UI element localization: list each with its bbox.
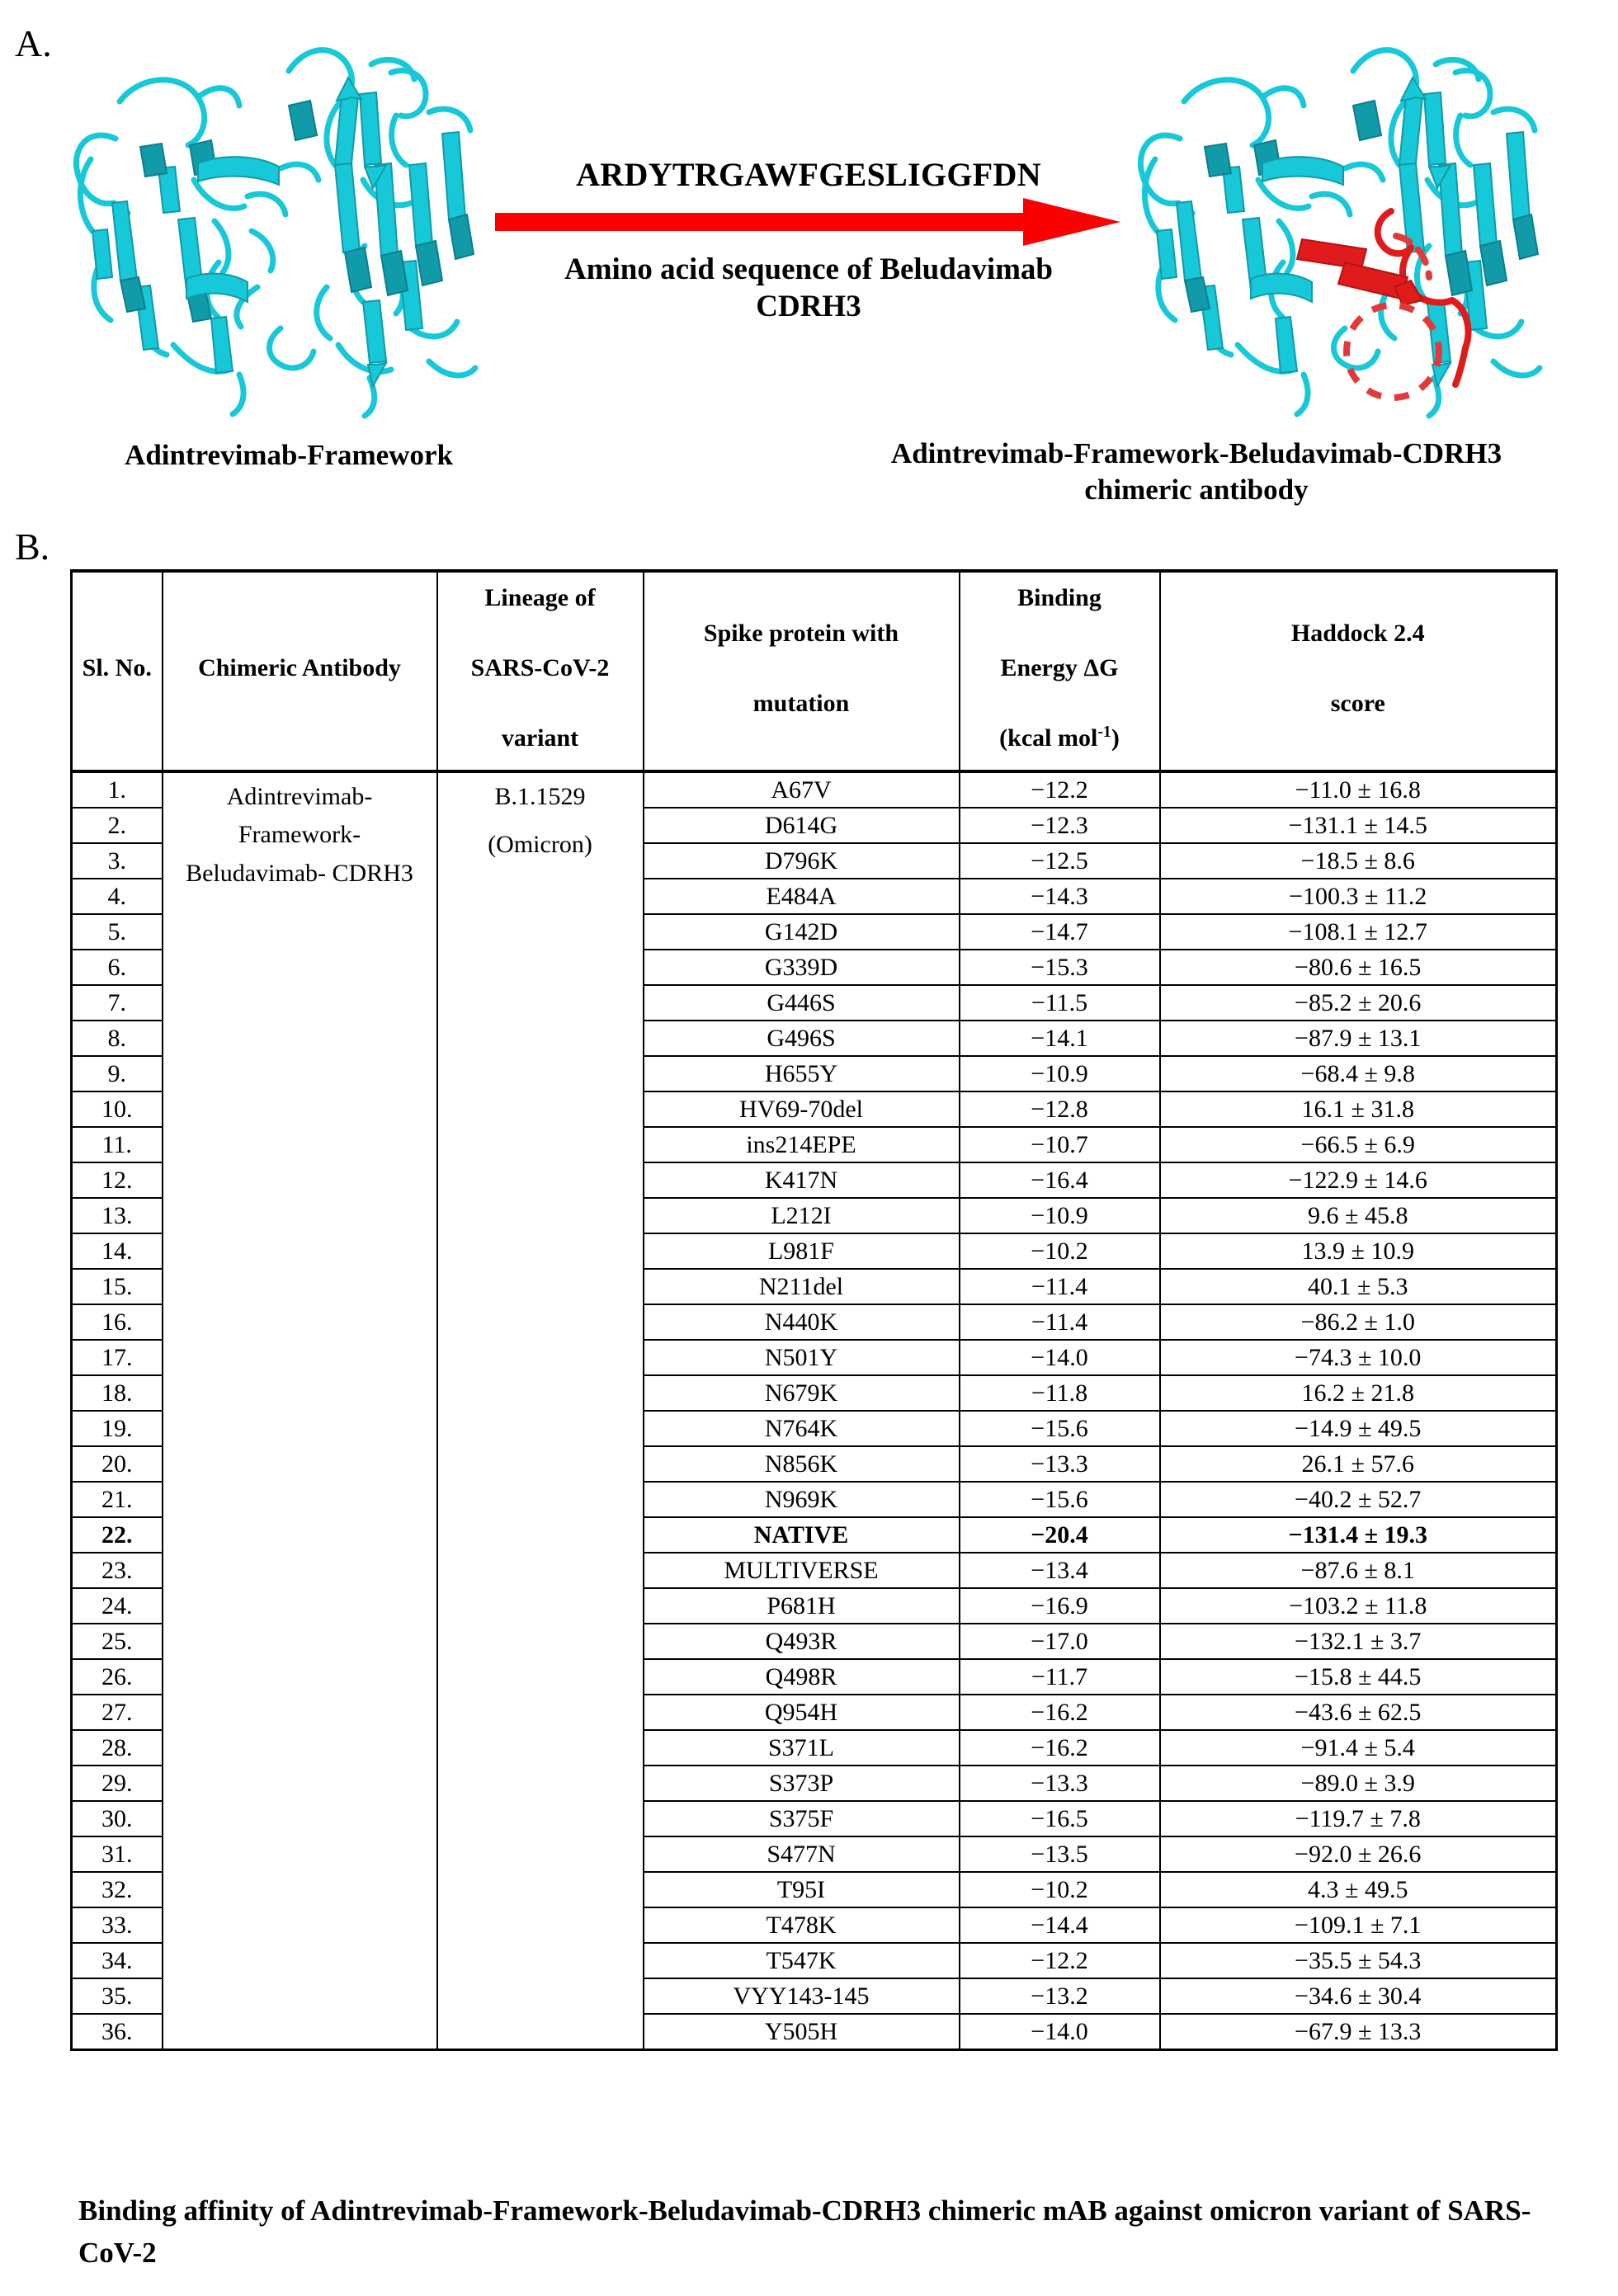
cell-binding-energy: −20.4	[960, 1517, 1160, 1553]
cell-spike-mutation: Y505H	[644, 2014, 960, 2050]
cell-binding-energy: −13.3	[960, 1446, 1160, 1482]
cell-haddock-score: −132.1 ± 3.7	[1160, 1624, 1557, 1659]
cell-haddock-score: −34.6 ± 30.4	[1160, 1978, 1557, 2014]
cell-haddock-score: −67.9 ± 13.3	[1160, 2014, 1557, 2050]
cell-spike-mutation: L212I	[644, 1198, 960, 1233]
cell-spike-mutation: N856K	[644, 1446, 960, 1482]
cell-binding-energy: −10.2	[960, 1233, 1160, 1269]
cell-spike-mutation: T478K	[644, 1907, 960, 1943]
cell-binding-energy: −12.2	[960, 1943, 1160, 1978]
cell-spike-mutation: T95I	[644, 1872, 960, 1907]
cell-sl-no: 26.	[72, 1659, 163, 1695]
figure-caption-line1: Binding affinity of Adintrevimab-Framework-Beludavimab-CDRH3 chimeric mAB against	[78, 2195, 1203, 2227]
cell-binding-energy: −14.7	[960, 914, 1160, 950]
header-haddock-score	[1160, 571, 1557, 771]
cell-binding-energy: −14.4	[960, 1907, 1160, 1943]
cell-haddock-score: −92.0 ± 26.6	[1160, 1836, 1557, 1872]
header-energy-line3	[999, 724, 1120, 752]
cell-chimeric-antibody	[163, 771, 437, 2050]
header-lineage-line2: SARS-CoV-2	[470, 654, 610, 682]
cell-haddock-score: 9.6 ± 45.8	[1160, 1198, 1557, 1233]
cell-binding-energy: −16.5	[960, 1801, 1160, 1836]
sequence-caption-line1: Amino acid sequence of Beludavimab	[564, 252, 1054, 286]
cell-binding-energy: −16.4	[960, 1162, 1160, 1198]
panel-b-label: B.	[15, 526, 50, 568]
right-arrow-icon	[495, 196, 1122, 248]
cell-spike-mutation: MULTIVERSE	[644, 1553, 960, 1588]
header-spike-line1: Spike protein with	[703, 619, 899, 647]
sequence-caption-line2: CDRH3	[756, 290, 861, 324]
cell-sl-no: 31.	[72, 1836, 163, 1872]
cell-haddock-score: −11.0 ± 16.8	[1160, 771, 1557, 808]
cell-sl-no: 18.	[72, 1375, 163, 1411]
cell-haddock-score: −131.1 ± 14.5	[1160, 808, 1557, 843]
cell-binding-energy: −16.2	[960, 1695, 1160, 1730]
cell-spike-mutation: N969K	[644, 1482, 960, 1517]
cell-haddock-score: 40.1 ± 5.3	[1160, 1269, 1557, 1304]
header-energy-unit-sup: -1	[1097, 723, 1111, 742]
cell-sl-no: 17.	[72, 1340, 163, 1375]
cell-binding-energy: −10.2	[960, 1872, 1160, 1907]
header-lineage	[437, 571, 644, 771]
cell-spike-mutation: ins214EPE	[644, 1127, 960, 1162]
cell-sl-no: 3.	[72, 843, 163, 879]
cell-sl-no: 28.	[72, 1730, 163, 1766]
cell-haddock-score: −18.5 ± 8.6	[1160, 843, 1557, 879]
cell-sl-no: 36.	[72, 2014, 163, 2050]
cell-binding-energy: −16.9	[960, 1588, 1160, 1624]
panel-b-table-container	[70, 569, 1555, 2051]
cell-spike-mutation: VYY143-145	[644, 1978, 960, 2014]
cell-spike-mutation: G446S	[644, 985, 960, 1021]
cell-binding-energy: −15.6	[960, 1411, 1160, 1446]
cell-binding-energy: −14.1	[960, 1021, 1160, 1056]
cell-spike-mutation: G496S	[644, 1021, 960, 1056]
cell-spike-mutation: K417N	[644, 1162, 960, 1198]
cell-haddock-score: −85.2 ± 20.6	[1160, 985, 1557, 1021]
cell-sl-no: 32.	[72, 1872, 163, 1907]
cell-sl-no: 19.	[72, 1411, 163, 1446]
cell-binding-energy: −12.5	[960, 843, 1160, 879]
cell-sl-no: 14.	[72, 1233, 163, 1269]
cell-haddock-score: −100.3 ± 11.2	[1160, 879, 1557, 914]
cell-binding-energy: −11.4	[960, 1269, 1160, 1304]
cell-binding-energy: −10.9	[960, 1056, 1160, 1091]
header-energy-unit-post: )	[1111, 724, 1120, 752]
cell-spike-mutation: D614G	[644, 808, 960, 843]
antibody-line2: Framework-	[238, 821, 361, 849]
cell-binding-energy: −12.2	[960, 771, 1160, 808]
cell-spike-mutation: S371L	[644, 1730, 960, 1766]
panel-a-structures	[0, 0, 1618, 528]
red-arrow-container	[495, 196, 1122, 248]
antibody-line1: Adintrevimab-	[226, 782, 373, 810]
cell-binding-energy: −10.7	[960, 1127, 1160, 1162]
right-structure-caption-line2: chimeric antibody	[1084, 473, 1309, 506]
cell-sl-no: 12.	[72, 1162, 163, 1198]
header-binding-energy	[960, 571, 1160, 771]
cell-haddock-score: −109.1 ± 7.1	[1160, 1907, 1557, 1943]
header-haddock-line1: Haddock 2.4	[1290, 619, 1425, 647]
cell-binding-energy: −15.3	[960, 950, 1160, 985]
cell-spike-mutation: S373P	[644, 1766, 960, 1801]
cell-sl-no: 27.	[72, 1695, 163, 1730]
cell-binding-energy: −14.0	[960, 1340, 1160, 1375]
cell-sl-no: 24.	[72, 1588, 163, 1624]
cell-haddock-score: −87.6 ± 8.1	[1160, 1553, 1557, 1588]
cell-haddock-score: 26.1 ± 57.6	[1160, 1446, 1557, 1482]
cell-sl-no: 4.	[72, 879, 163, 914]
table-body	[72, 771, 1557, 2050]
cell-binding-energy: −11.4	[960, 1304, 1160, 1340]
cell-sl-no: 21.	[72, 1482, 163, 1517]
left-structure-caption: Adintrevimab-Framework	[125, 439, 453, 471]
cell-haddock-score: −103.2 ± 11.8	[1160, 1588, 1557, 1624]
cell-haddock-score: −43.6 ± 62.5	[1160, 1695, 1557, 1730]
cell-haddock-score: −35.5 ± 54.3	[1160, 1943, 1557, 1978]
cell-spike-mutation: Q954H	[644, 1695, 960, 1730]
cell-sl-no: 11.	[72, 1127, 163, 1162]
sequence-transfer-annotation	[495, 157, 1122, 325]
cell-lineage	[437, 771, 644, 2050]
cell-sl-no: 7.	[72, 985, 163, 1021]
cell-haddock-score: −108.1 ± 12.7	[1160, 914, 1557, 950]
cell-sl-no: 25.	[72, 1624, 163, 1659]
cell-binding-energy: −13.2	[960, 1978, 1160, 2014]
cell-haddock-score: −15.8 ± 44.5	[1160, 1659, 1557, 1695]
cell-spike-mutation: NATIVE	[644, 1517, 960, 1553]
cell-haddock-score: 16.1 ± 31.8	[1160, 1091, 1557, 1127]
cell-spike-mutation: Q498R	[644, 1659, 960, 1695]
cell-haddock-score: −86.2 ± 1.0	[1160, 1304, 1557, 1340]
cell-spike-mutation: D796K	[644, 843, 960, 879]
cell-spike-mutation: N440K	[644, 1304, 960, 1340]
protein-ribbon-svg-right	[1106, 15, 1601, 419]
binding-affinity-table	[70, 569, 1558, 2051]
header-sl-no: Sl. No.	[72, 571, 163, 771]
cell-spike-mutation: S375F	[644, 1801, 960, 1836]
cell-spike-mutation: N501Y	[644, 1340, 960, 1375]
table-row	[72, 771, 1557, 808]
cell-haddock-score: −119.7 ± 7.8	[1160, 1801, 1557, 1836]
protein-ribbon-svg-left	[41, 15, 536, 419]
cell-spike-mutation: P681H	[644, 1588, 960, 1624]
cell-binding-energy: −17.0	[960, 1624, 1160, 1659]
header-energy-unit-pre: (kcal mol	[999, 724, 1098, 752]
cell-spike-mutation: E484A	[644, 879, 960, 914]
cell-sl-no: 20.	[72, 1446, 163, 1482]
cell-haddock-score: −74.3 ± 10.0	[1160, 1340, 1557, 1375]
cell-spike-mutation: N679K	[644, 1375, 960, 1411]
cell-sl-no: 15.	[72, 1269, 163, 1304]
cell-binding-energy: −13.4	[960, 1553, 1160, 1588]
cell-binding-energy: −14.0	[960, 2014, 1160, 2050]
header-spike-protein	[644, 571, 960, 771]
header-chimeric-antibody: Chimeric Antibody	[163, 571, 437, 771]
chimeric-antibody-structure-image	[1106, 15, 1601, 419]
header-haddock-line2: score	[1330, 689, 1385, 717]
cell-binding-energy: −11.5	[960, 985, 1160, 1021]
cell-haddock-score: −80.6 ± 16.5	[1160, 950, 1557, 985]
figure-caption-line2: omicron variant of SARS-CoV-2	[78, 2195, 1531, 2269]
cell-binding-energy: −12.8	[960, 1091, 1160, 1127]
antibody-line3: Beludavimab- CDRH3	[186, 859, 413, 887]
cell-spike-mutation: G142D	[644, 914, 960, 950]
adintrevimab-framework-structure-image	[41, 15, 536, 419]
cell-spike-mutation: H655Y	[644, 1056, 960, 1091]
header-lineage-line3: variant	[501, 724, 579, 752]
cell-haddock-score: −68.4 ± 9.8	[1160, 1056, 1557, 1091]
cell-sl-no: 5.	[72, 914, 163, 950]
cell-spike-mutation: A67V	[644, 771, 960, 808]
cell-haddock-score: −66.5 ± 6.9	[1160, 1127, 1557, 1162]
cell-spike-mutation: G339D	[644, 950, 960, 985]
sequence-caption	[495, 251, 1122, 325]
cdrh3-amino-acid-sequence: ARDYTRGAWFGESLIGGFDN	[576, 156, 1041, 193]
cell-sl-no: 6.	[72, 950, 163, 985]
cell-spike-mutation: S477N	[644, 1836, 960, 1872]
cell-haddock-score: 4.3 ± 49.5	[1160, 1872, 1557, 1907]
cell-sl-no: 1.	[72, 771, 163, 808]
cell-spike-mutation: Q493R	[644, 1624, 960, 1659]
header-energy-line1: Binding	[1017, 584, 1101, 611]
panel-a-label: A.	[15, 22, 52, 64]
cell-binding-energy: −13.3	[960, 1766, 1160, 1801]
cell-sl-no: 10.	[72, 1091, 163, 1127]
cell-sl-no: 30.	[72, 1801, 163, 1836]
cell-haddock-score: −87.9 ± 13.1	[1160, 1021, 1557, 1056]
cell-binding-energy: −16.2	[960, 1730, 1160, 1766]
cell-haddock-score: −122.9 ± 14.6	[1160, 1162, 1557, 1198]
cell-sl-no: 33.	[72, 1907, 163, 1943]
cell-binding-energy: −12.3	[960, 808, 1160, 843]
table-header-row	[72, 571, 1557, 771]
cell-sl-no: 2.	[72, 808, 163, 843]
cell-sl-no: 8.	[72, 1021, 163, 1056]
lineage-line1: B.1.1529	[494, 782, 586, 810]
cell-spike-mutation: N211del	[644, 1269, 960, 1304]
cell-spike-mutation: N764K	[644, 1411, 960, 1446]
lineage-line2: (Omicron)	[488, 831, 592, 859]
cell-haddock-score: −91.4 ± 5.4	[1160, 1730, 1557, 1766]
cell-haddock-score: −89.0 ± 3.9	[1160, 1766, 1557, 1801]
cell-binding-energy: −13.5	[960, 1836, 1160, 1872]
lineage-spacer	[441, 816, 639, 826]
cell-haddock-score: −40.2 ± 52.7	[1160, 1482, 1557, 1517]
cell-binding-energy: −15.6	[960, 1482, 1160, 1517]
header-lineage-line1: Lineage of	[484, 584, 596, 611]
cell-spike-mutation: T547K	[644, 1943, 960, 1978]
cell-binding-energy: −14.3	[960, 879, 1160, 914]
cell-haddock-score: −14.9 ± 49.5	[1160, 1411, 1557, 1446]
figure-caption	[78, 2190, 1555, 2275]
cell-binding-energy: −11.8	[960, 1375, 1160, 1411]
cell-sl-no: 16.	[72, 1304, 163, 1340]
cell-binding-energy: −10.9	[960, 1198, 1160, 1233]
cell-sl-no: 22.	[72, 1517, 163, 1553]
header-spike-line2: mutation	[752, 689, 850, 717]
right-structure-caption-line1: Adintrevimab-Framework-Beludavimab-CDRH3	[890, 437, 1502, 469]
cell-sl-no: 35.	[72, 1978, 163, 2014]
cell-sl-no: 9.	[72, 1056, 163, 1091]
cell-sl-no: 23.	[72, 1553, 163, 1588]
cell-spike-mutation: L981F	[644, 1233, 960, 1269]
cell-sl-no: 29.	[72, 1766, 163, 1801]
cell-haddock-score: 13.9 ± 10.9	[1160, 1233, 1557, 1269]
cell-haddock-score: 16.2 ± 21.8	[1160, 1375, 1557, 1411]
cell-haddock-score: −131.4 ± 19.3	[1160, 1517, 1557, 1553]
header-energy-line2: Energy ΔG	[1000, 654, 1119, 682]
cell-binding-energy: −11.7	[960, 1659, 1160, 1695]
cell-spike-mutation: HV69-70del	[644, 1091, 960, 1127]
right-structure-caption	[784, 436, 1609, 508]
cdrh3-highlight-dashed-circle	[1347, 305, 1439, 398]
cell-sl-no: 34.	[72, 1943, 163, 1978]
cell-sl-no: 13.	[72, 1198, 163, 1233]
